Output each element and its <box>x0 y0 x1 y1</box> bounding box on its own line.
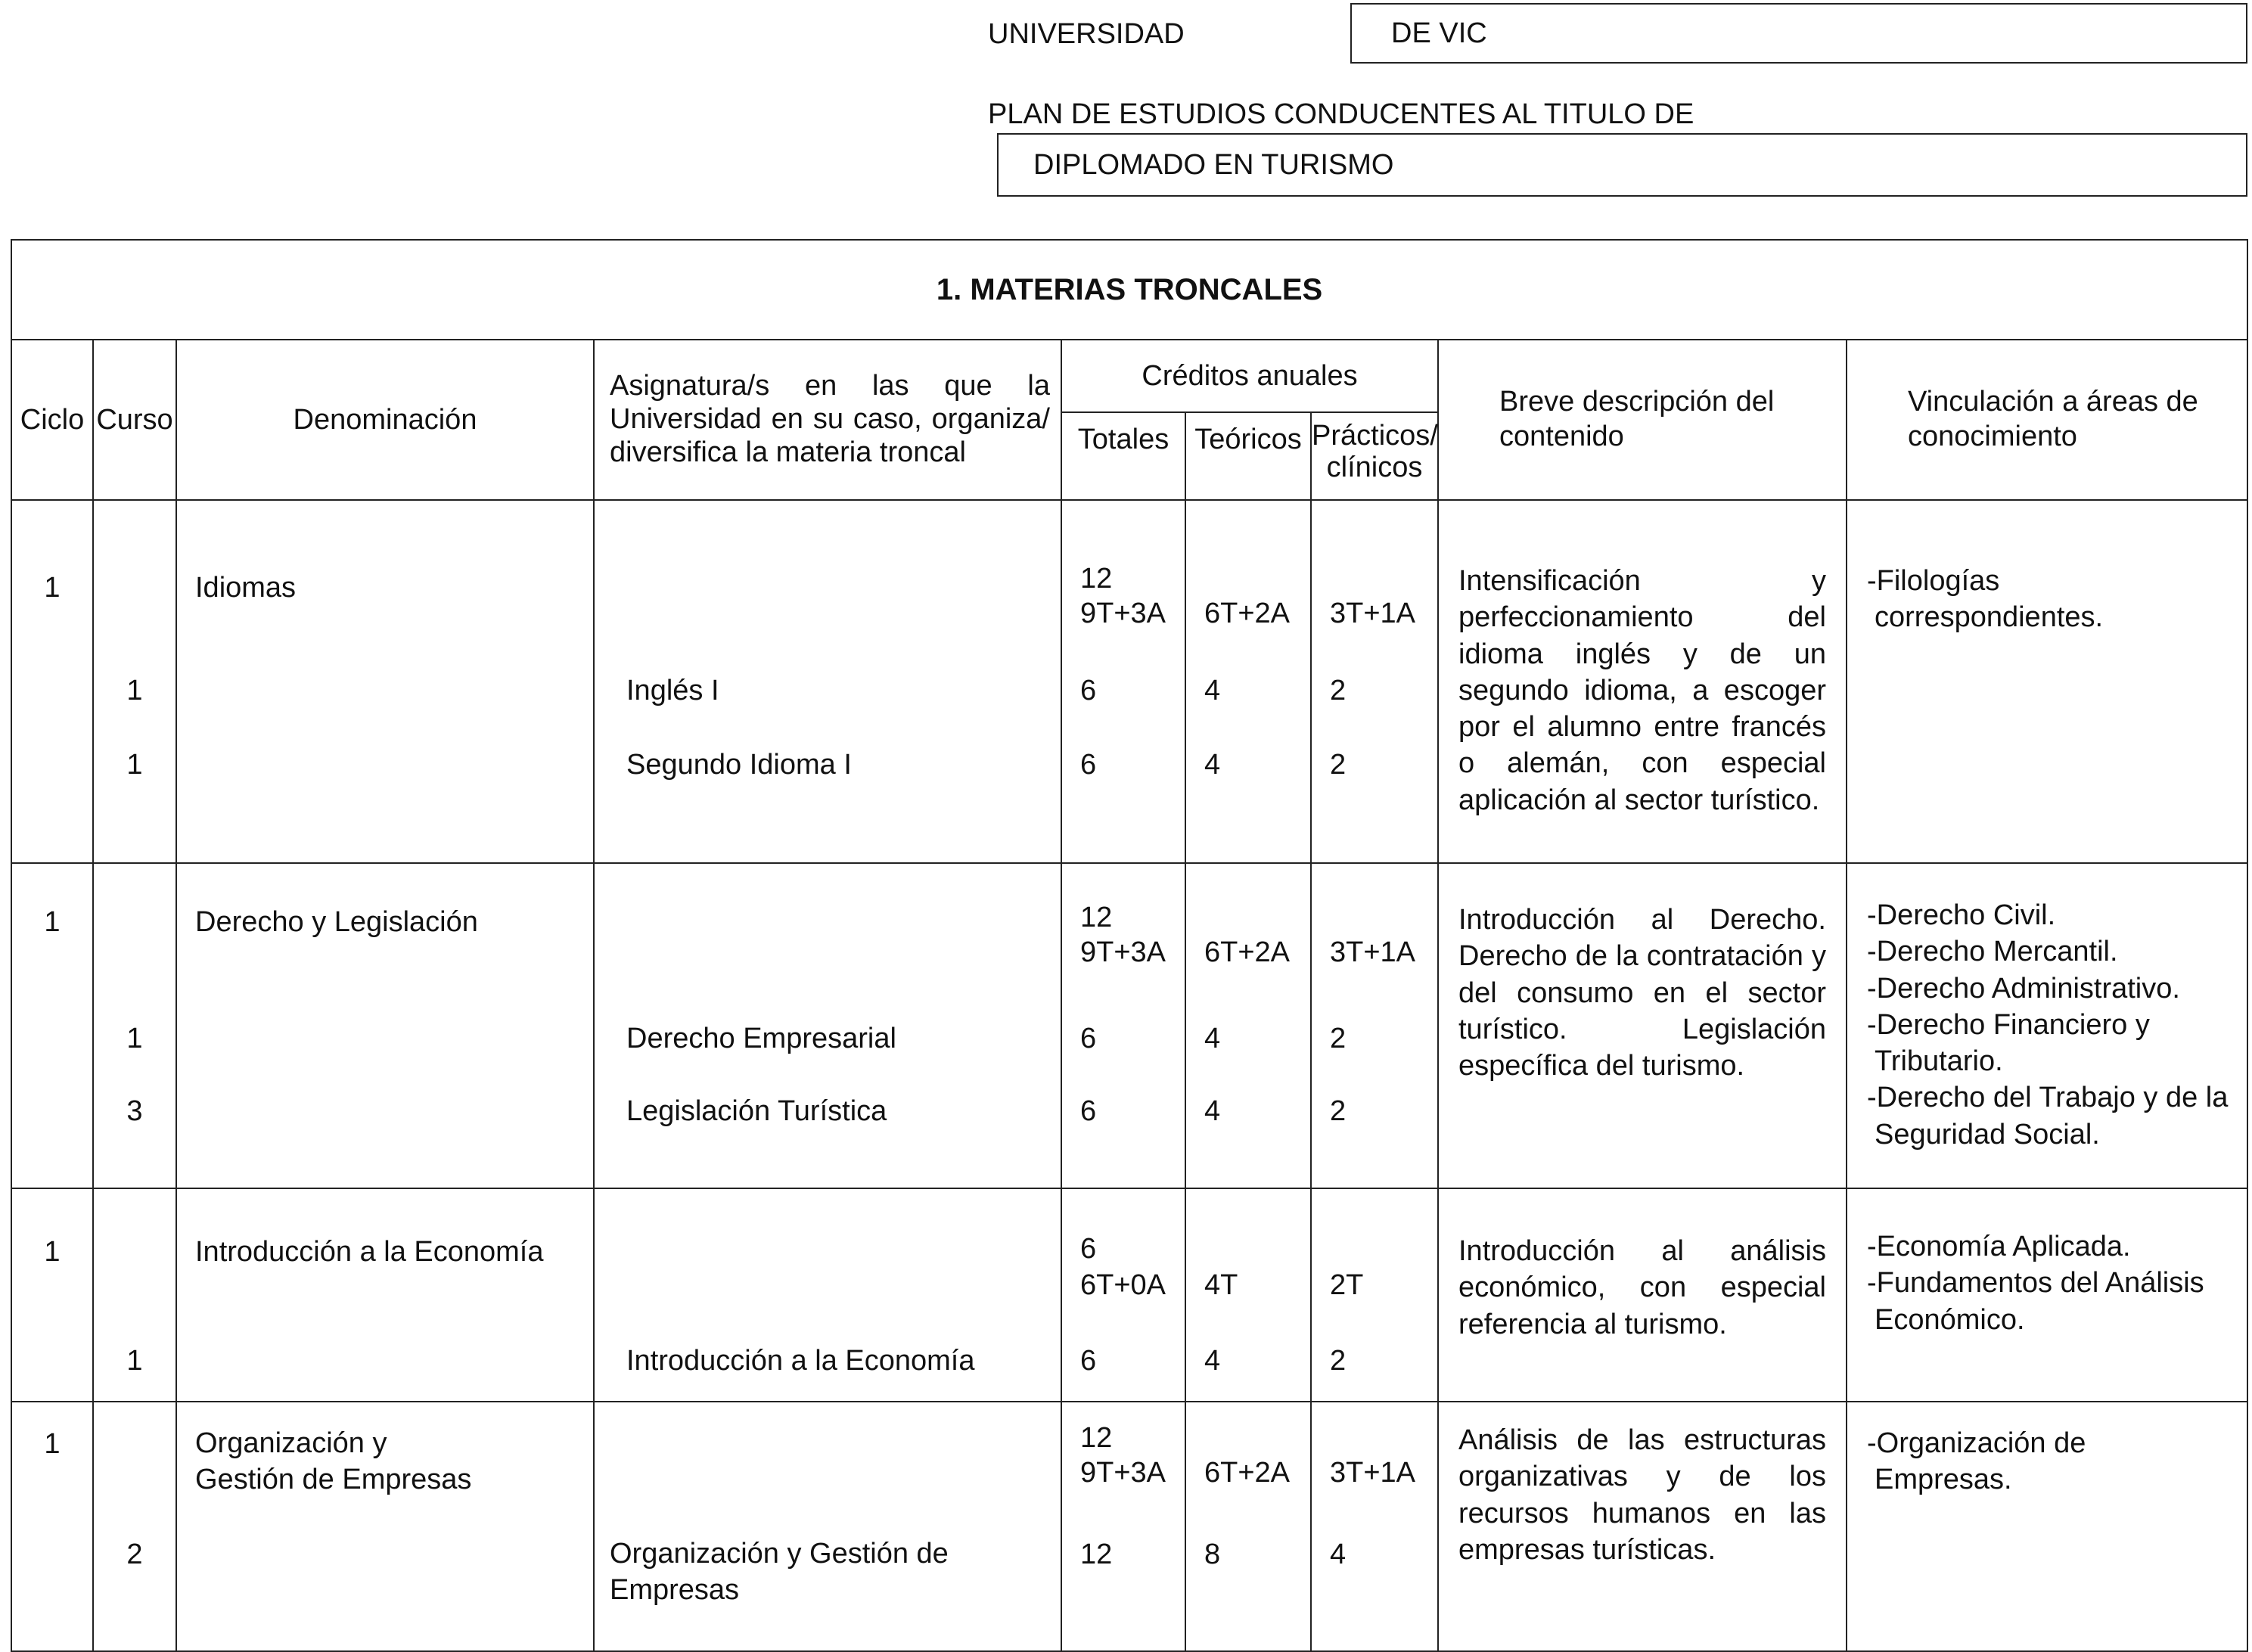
denominacion-value: Introducción a la Economía <box>195 1236 544 1268</box>
totales-cell <box>1061 1402 1185 1651</box>
practicos-value: 2 <box>1330 749 1347 781</box>
asignatura-cell <box>594 863 1061 1188</box>
col-descripcion-line2: contenido <box>1499 421 1624 452</box>
col-vinculacion-line2: conocimiento <box>1908 421 2077 452</box>
denominacion-cell <box>176 1188 594 1402</box>
vinculacion-item: -Derecho Mercantil. <box>1867 936 2118 968</box>
totales-detail: 9T+3A <box>1080 936 1166 968</box>
asignatura-value: Legislación Turística <box>626 1095 887 1127</box>
totales-value: 12 <box>1080 902 1113 933</box>
descripcion-cell <box>1438 1188 1847 1402</box>
teoricos-value: 4 <box>1204 1023 1221 1054</box>
teoricos-cell <box>1185 500 1311 863</box>
descripcion-text: Análisis de las estructuras organizativas y de los recursos humanos en las empresas turísticas. <box>1458 1424 1826 1566</box>
teoricos-value: 6T+2A <box>1204 1457 1291 1489</box>
vinculacion-item: -Economía Aplicada. <box>1867 1231 2131 1262</box>
vinculacion-item: -Derecho del Trabajo y de la <box>1867 1082 2229 1114</box>
vinculacion-item: Tributario. <box>1875 1045 2003 1077</box>
teoricos-value: 4 <box>1204 1095 1221 1127</box>
teoricos-value: 4 <box>1204 749 1221 781</box>
vinculacion-item: -Organización de <box>1867 1427 2086 1459</box>
col-practicos-line1: Prácticos/ <box>1312 420 1438 452</box>
teoricos-value: 8 <box>1204 1539 1221 1570</box>
teoricos-value: 6T+2A <box>1204 936 1291 968</box>
practicos-cell <box>1311 1402 1438 1651</box>
practicos-value: 2 <box>1330 675 1347 706</box>
col-asignatura: Asignatura/s en las que la Universidad en su caso, organiza/ diversifica la materia troncal <box>594 340 1061 500</box>
totales-value: 12 <box>1080 563 1113 595</box>
denominacion-cell <box>176 500 594 863</box>
col-denominacion: Denominación <box>176 340 594 500</box>
teoricos-value: 4 <box>1204 675 1221 706</box>
practicos-value: 3T+1A <box>1330 598 1416 629</box>
totales-value: 6 <box>1080 1095 1097 1127</box>
practicos-value: 3T+1A <box>1330 1457 1416 1489</box>
practicos-value: 3T+1A <box>1330 936 1416 968</box>
teoricos-cell <box>1185 1188 1311 1402</box>
totales-value: 6 <box>1080 1023 1097 1054</box>
descripcion-text: Introducción al análisis económico, con especial referencia al turismo. <box>1458 1235 1826 1340</box>
materias-troncales-table <box>11 239 2248 1652</box>
totales-cell <box>1061 500 1185 863</box>
practicos-value: 4 <box>1330 1539 1347 1570</box>
table-row <box>11 1402 2247 1651</box>
asignatura-cell <box>594 1188 1061 1402</box>
vinculacion-item: -Filologías <box>1867 565 2000 597</box>
table-row <box>11 500 2247 863</box>
ciclo-value: 1 <box>44 906 61 938</box>
vinculacion-item: -Fundamentos del Análisis <box>1867 1267 2204 1300</box>
totales-detail: 9T+3A <box>1080 598 1166 629</box>
totales-detail: 9T+3A <box>1080 1457 1166 1489</box>
asignatura-value: Organización y Gestión de Empresas <box>610 1538 949 1607</box>
curso-value: 2 <box>126 1539 143 1570</box>
col-ciclo: Ciclo <box>11 340 93 500</box>
universidad-label: UNIVERSIDAD <box>988 18 1185 50</box>
descripcion-text: Introducción al Derecho. Derecho de la contratación y del consumo en el sector turístico. Legislación específica del turismo. <box>1458 904 1826 1082</box>
practicos-cell <box>1311 500 1438 863</box>
universidad-field <box>1350 3 2247 64</box>
vinculacion-cell <box>1847 1402 2247 1651</box>
asignatura-value: Inglés I <box>626 675 719 706</box>
vinculacion-item: -Derecho Administrativo. <box>1867 972 2180 1005</box>
totales-value: 6 <box>1080 1345 1097 1377</box>
totales-cell <box>1061 863 1185 1188</box>
asignatura-value: Segundo Idioma I <box>626 749 852 781</box>
totales-value: 12 <box>1080 1539 1113 1570</box>
teoricos-value: 4T <box>1204 1269 1238 1301</box>
totales-value: 6 <box>1080 1233 1097 1265</box>
vinculacion-list <box>1867 897 2232 1153</box>
ciclo-cell <box>11 1188 93 1402</box>
vinculacion-item: -Derecho Financiero y <box>1867 1008 2150 1041</box>
descripcion-cell <box>1438 500 1847 863</box>
vinculacion-list <box>1867 1425 2232 1498</box>
col-practicos-line2: clínicos <box>1326 451 1423 483</box>
totales-detail: 6T+0A <box>1080 1269 1166 1301</box>
practicos-value: 2 <box>1330 1023 1347 1054</box>
col-descripcion-line1: Breve descripción del <box>1499 386 1775 418</box>
denominacion-value: Organización y Gestión de Empresas <box>195 1427 472 1496</box>
curso-cell <box>93 500 176 863</box>
curso-value: 1 <box>126 1345 143 1377</box>
curso-value: 1 <box>126 1023 143 1054</box>
col-curso: Curso <box>93 340 176 500</box>
ciclo-value: 1 <box>44 572 61 604</box>
vinculacion-list <box>1867 563 2232 636</box>
vinculacion-cell <box>1847 863 2247 1188</box>
universidad-value: DE VIC <box>1391 17 1487 49</box>
denominacion-value: Idiomas <box>195 572 297 604</box>
plan-label: PLAN DE ESTUDIOS CONDUCENTES AL TITULO DE <box>988 98 1694 130</box>
teoricos-value: 6T+2A <box>1204 598 1291 629</box>
practicos-cell <box>1311 1188 1438 1402</box>
practicos-value: 2 <box>1330 1095 1347 1127</box>
col-teoricos: Teóricos <box>1185 412 1311 500</box>
totales-cell <box>1061 1188 1185 1402</box>
denominacion-value: Derecho y Legislación <box>195 906 478 938</box>
practicos-value: 2 <box>1330 1345 1347 1377</box>
vinculacion-item: Empresas. <box>1875 1464 2012 1496</box>
curso-cell <box>93 1188 176 1402</box>
asignatura-cell <box>594 500 1061 863</box>
descripcion-cell <box>1438 1402 1847 1651</box>
practicos-cell <box>1311 863 1438 1188</box>
col-practicos <box>1311 412 1438 500</box>
curso-cell <box>93 863 176 1188</box>
ciclo-cell <box>11 1402 93 1651</box>
teoricos-value: 4 <box>1204 1345 1221 1377</box>
section-title: 1. MATERIAS TRONCALES <box>11 240 2247 340</box>
col-creditos: Créditos anuales <box>1061 340 1438 412</box>
descripcion-cell <box>1438 863 1847 1188</box>
table-row <box>11 1188 2247 1402</box>
curso-value: 3 <box>126 1095 143 1127</box>
totales-value: 12 <box>1080 1422 1113 1454</box>
practicos-value: 2T <box>1330 1269 1364 1301</box>
curso-value: 1 <box>126 749 143 781</box>
asignatura-value: Derecho Empresarial <box>626 1023 896 1054</box>
ciclo-value: 1 <box>44 1428 61 1460</box>
titulo-value: DIPLOMADO EN TURISMO <box>1033 148 1394 181</box>
vinculacion-item: Seguridad Social. <box>1875 1118 2100 1150</box>
table-row <box>11 863 2247 1188</box>
vinculacion-list <box>1867 1228 2232 1338</box>
descripcion-text: Intensificación y perfeccionamiento del idioma inglés y de un segundo idioma, a escoger por el alumno entre francés o alemán, con especial aplicación al sector turístico. <box>1458 565 1826 816</box>
titulo-field <box>997 133 2247 197</box>
col-descripcion <box>1438 340 1847 500</box>
totales-value: 6 <box>1080 675 1097 706</box>
vinculacion-item: -Derecho Civil. <box>1867 899 2056 931</box>
denominacion-cell <box>176 1402 594 1651</box>
ciclo-cell <box>11 863 93 1188</box>
totales-value: 6 <box>1080 749 1097 781</box>
col-vinculacion <box>1847 340 2247 500</box>
col-totales: Totales <box>1061 412 1185 500</box>
curso-cell <box>93 1402 176 1651</box>
vinculacion-cell <box>1847 1188 2247 1402</box>
teoricos-cell <box>1185 863 1311 1188</box>
teoricos-cell <box>1185 1402 1311 1651</box>
ciclo-value: 1 <box>44 1236 61 1268</box>
vinculacion-cell <box>1847 500 2247 863</box>
vinculacion-item: correspondientes. <box>1875 601 2104 634</box>
vinculacion-item: Económico. <box>1875 1303 2025 1336</box>
denominacion-cell <box>176 863 594 1188</box>
ciclo-cell <box>11 500 93 863</box>
asignatura-value: Introducción a la Economía <box>626 1345 975 1377</box>
col-vinculacion-line1: Vinculación a áreas de <box>1908 386 2198 418</box>
asignatura-cell <box>594 1402 1061 1651</box>
curso-value: 1 <box>126 675 143 706</box>
